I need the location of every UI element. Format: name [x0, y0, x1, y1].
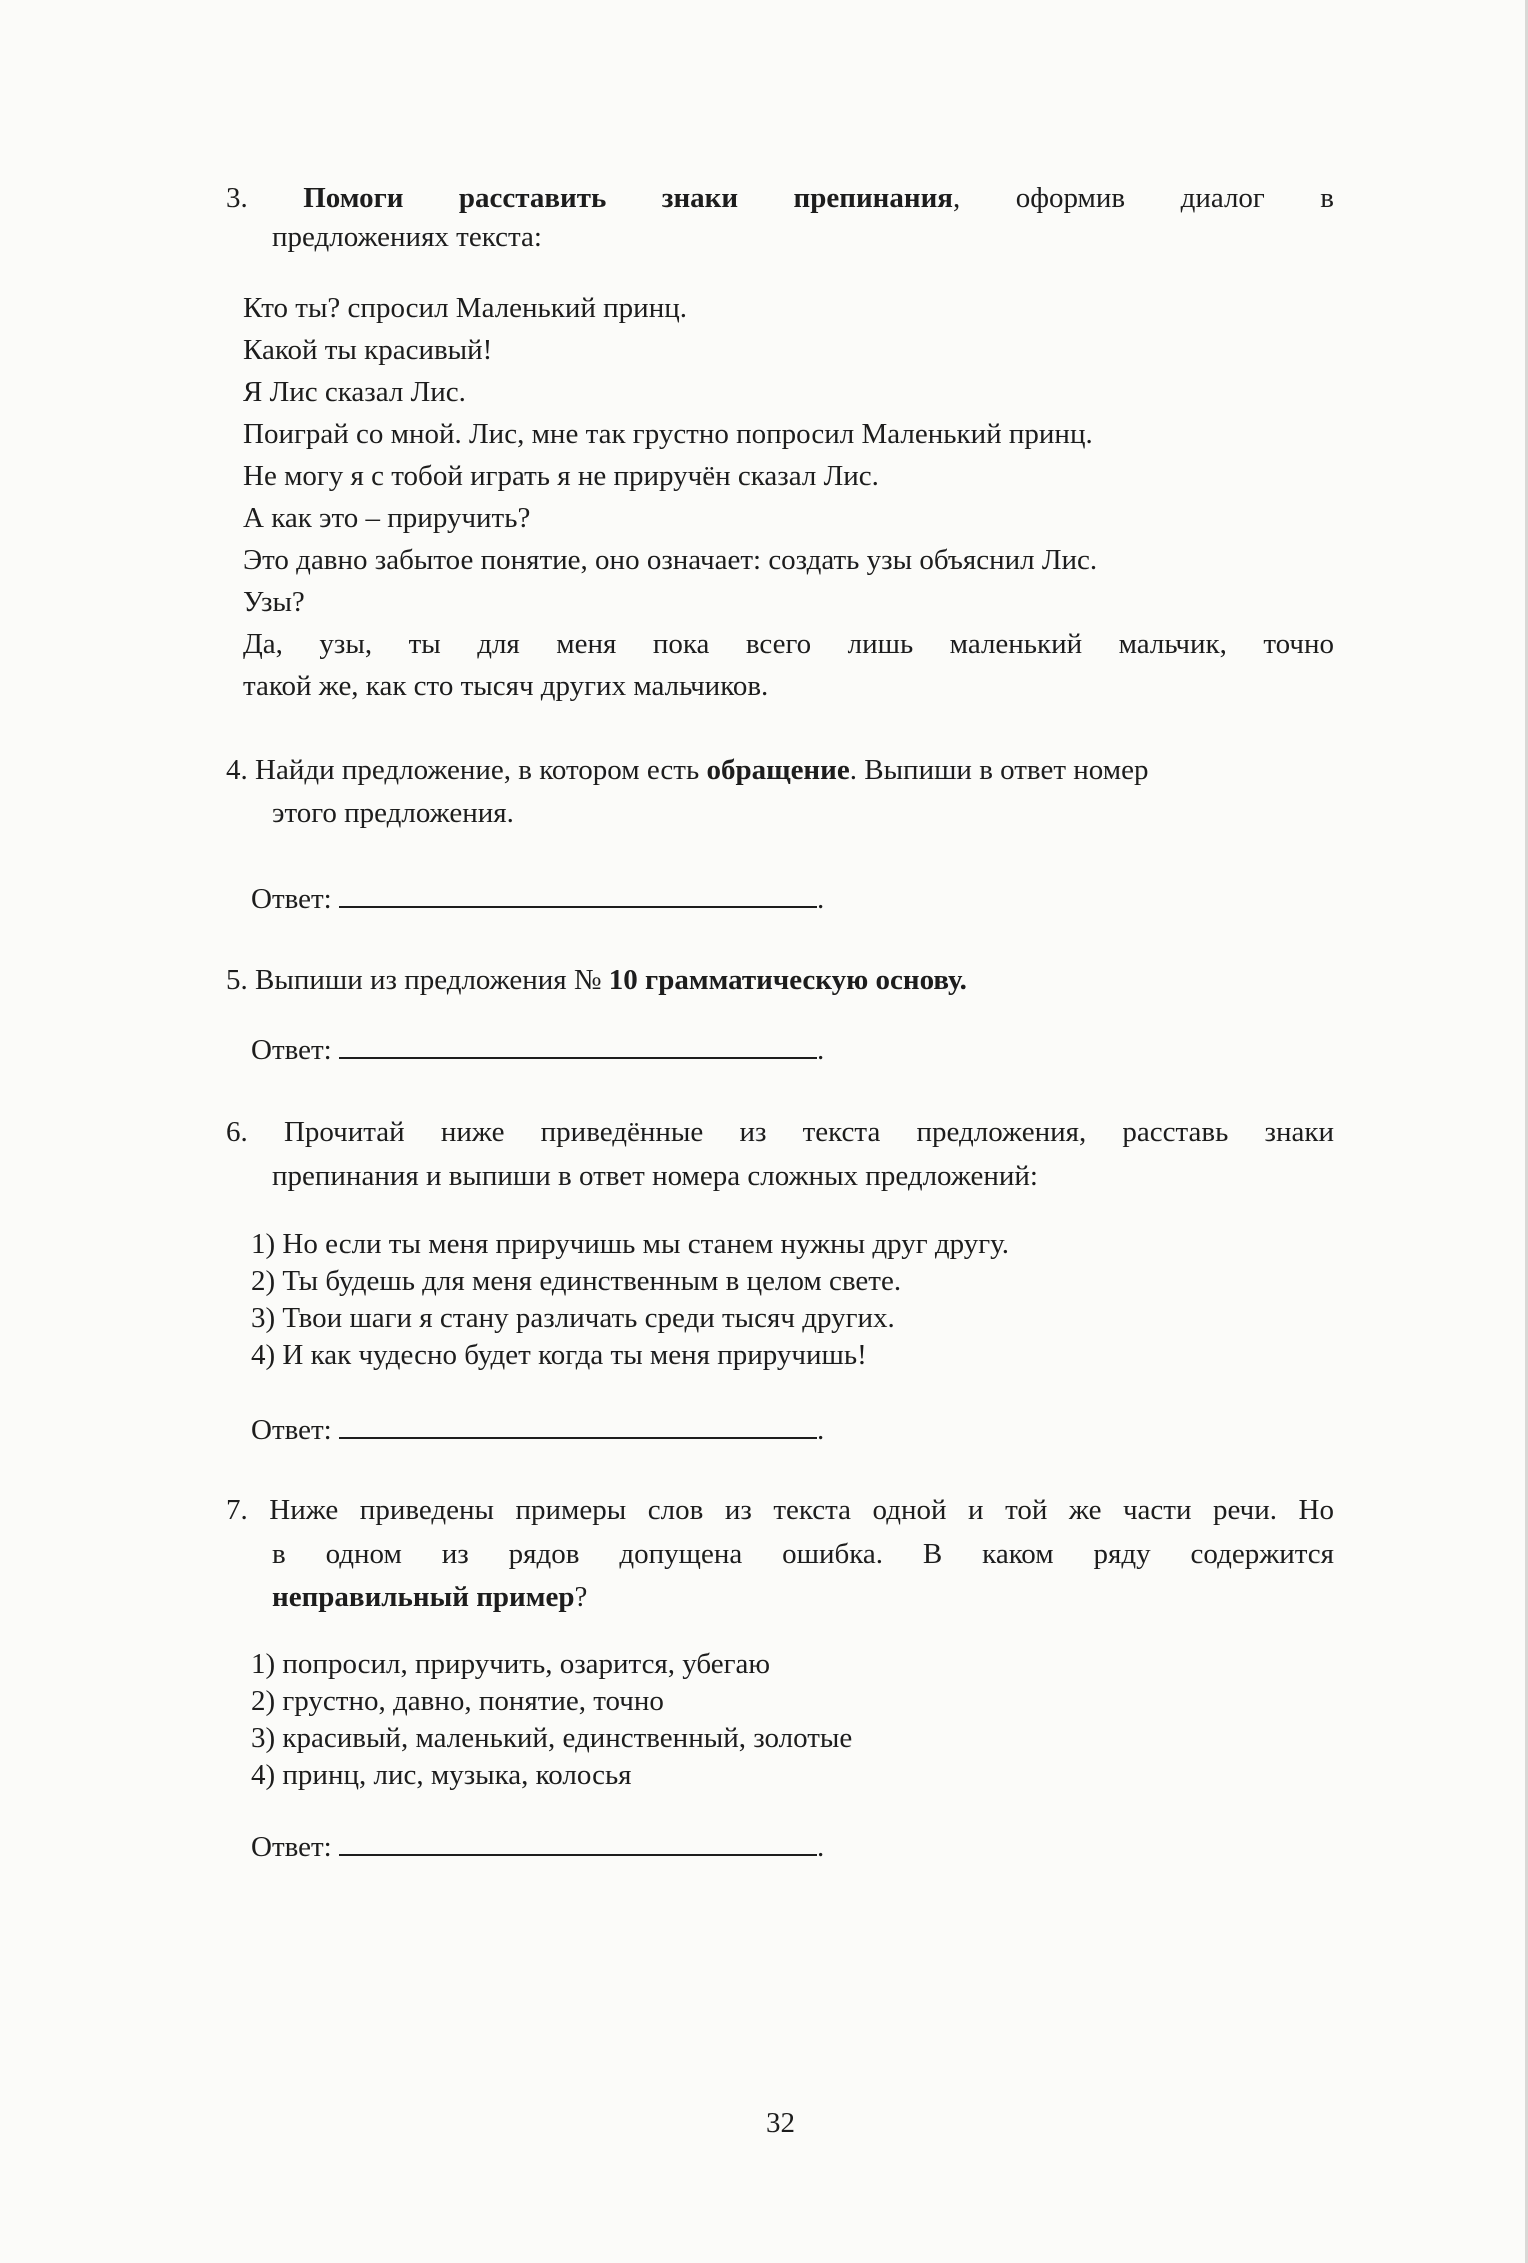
task5-answer: Ответ: . — [251, 1034, 825, 1066]
dialogue-line: Кто ты? спросил Маленький принц. — [243, 292, 687, 324]
dialogue-line: такой же, как сто тысяч других мальчиков. — [243, 670, 769, 702]
task7-items — [251, 1646, 852, 1794]
task4-text-line2: этого предложения. — [272, 797, 514, 829]
dialogue-line: Не могу я с тобой играть я не приручён сказал Лис. — [243, 460, 879, 492]
task7-text-line2: в одном из рядов допущена ошибка. В каком ряду содержится — [272, 1538, 1334, 1570]
task4-answer: Ответ: . — [251, 883, 825, 915]
task3-heading: 3. Помоги расставить знаки препинания, оформив диалог в — [226, 182, 1334, 214]
list-item: 1) Но если ты меня приручишь мы станем нужны друг другу. — [251, 1228, 1010, 1260]
dialogue-line: Это давно забытое понятие, оно означает: создать узы объяснил Лис. — [243, 544, 1098, 576]
task6-text-line2: препинания и выпиши в ответ номера сложных предложений: — [272, 1160, 1038, 1192]
answer-line[interactable] — [339, 884, 817, 908]
answer-line[interactable] — [339, 1035, 817, 1059]
answer-line[interactable] — [339, 1415, 817, 1439]
answer-label: Ответ: — [251, 883, 332, 915]
task7-answer: Ответ: . — [251, 1831, 825, 1863]
task3-number: 3. — [226, 182, 248, 214]
list-item: 3) красивый, маленький, единственный, золотые — [251, 1722, 853, 1754]
task7-text: 7. Ниже приведены примеры слов из текста одной и той же части речи. Но — [226, 1494, 1334, 1526]
dialogue-line: Узы? — [243, 586, 305, 618]
list-item: 2) Ты будешь для меня единственным в целом свете. — [251, 1265, 902, 1297]
list-item: 3) Твои шаги я стану различать среди тысяч других. — [251, 1302, 895, 1334]
dialogue-line: Поиграй со мной. Лис, мне так грустно попросил Маленький принц. — [243, 418, 1093, 450]
answer-label: Ответ: — [251, 1414, 332, 1446]
task7-number: 7. — [226, 1494, 248, 1526]
dialogue-line: Какой ты красивый! — [243, 334, 493, 366]
task3-heading-line2: предложениях текста: — [272, 221, 542, 253]
task5-number: 5. — [226, 964, 248, 996]
answer-line[interactable] — [339, 1832, 817, 1856]
task6-answer: Ответ: . — [251, 1414, 825, 1446]
answer-label: Ответ: — [251, 1034, 332, 1066]
dialogue-line: Да, узы, ты для меня пока всего лишь маленький мальчик, точно — [243, 628, 1334, 660]
task4-text: 4. Найди предложение, в котором есть обращение. Выпиши в ответ номер — [226, 754, 1149, 786]
task5-text: 5. Выпиши из предложения № 10 грамматическую основу. — [226, 964, 967, 996]
dialogue-line: А как это – приручить? — [243, 502, 531, 534]
task6-number: 6. — [226, 1116, 248, 1148]
task4-number: 4. — [226, 754, 248, 786]
answer-label: Ответ: — [251, 1831, 332, 1863]
task6-items — [251, 1226, 1009, 1374]
list-item: 2) грустно, давно, понятие, точно — [251, 1685, 664, 1717]
list-item: 4) принц, лис, музыка, колосья — [251, 1759, 632, 1791]
task3-dialogue — [243, 290, 1334, 710]
list-item: 1) попросил, приручить, озарится, убегаю — [251, 1648, 771, 1680]
task7-text-line3: неправильный пример? — [272, 1581, 588, 1613]
list-item: 4) И как чудесно будет когда ты меня приручишь! — [251, 1339, 867, 1371]
dialogue-line: Я Лис сказал Лис. — [243, 376, 466, 408]
task6-text: 6. Прочитай ниже приведённые из текста предложения, расставь знаки — [226, 1116, 1334, 1148]
page-number: 32 — [766, 2107, 795, 2139]
